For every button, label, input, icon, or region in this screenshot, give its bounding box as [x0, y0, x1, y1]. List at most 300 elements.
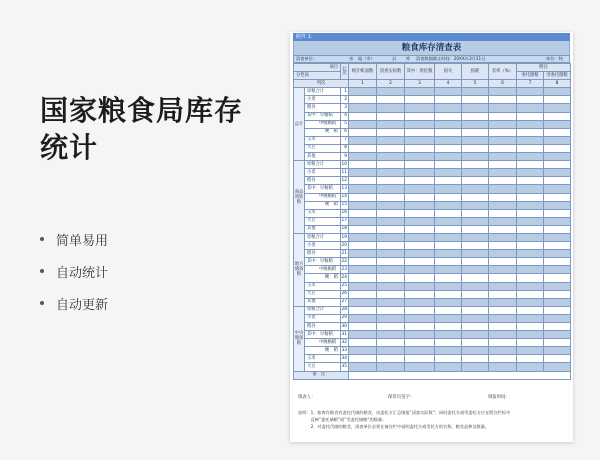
row-label: 大豆: [305, 144, 341, 152]
table-row: [294, 323, 571, 331]
value-cell[interactable]: [462, 209, 489, 217]
value-cell[interactable]: [517, 153, 544, 161]
value-cell[interactable]: [349, 314, 377, 322]
value-cell[interactable]: [462, 112, 489, 120]
value-cell[interactable]: [405, 136, 435, 144]
value-cell[interactable]: [544, 112, 571, 120]
value-cell[interactable]: [377, 144, 405, 152]
value-cell[interactable]: [462, 185, 489, 193]
value-cell[interactable]: [517, 242, 544, 250]
value-cell[interactable]: [544, 96, 571, 104]
value-cell[interactable]: [349, 274, 377, 282]
value-cell[interactable]: [462, 355, 489, 363]
value-cell[interactable]: [462, 323, 489, 331]
value-cell[interactable]: [489, 104, 517, 112]
value-cell[interactable]: [517, 314, 544, 322]
value-cell[interactable]: [377, 298, 405, 306]
value-cell[interactable]: [349, 225, 377, 233]
header-colno-row: [294, 80, 571, 88]
value-cell[interactable]: [489, 274, 517, 282]
value-cell[interactable]: [517, 282, 544, 290]
value-cell[interactable]: [435, 136, 462, 144]
row-number: 4: [341, 112, 349, 120]
value-cell[interactable]: [349, 250, 377, 258]
value-cell[interactable]: [405, 225, 435, 233]
value-cell[interactable]: [462, 233, 489, 241]
value-cell[interactable]: [349, 96, 377, 104]
value-cell[interactable]: [462, 282, 489, 290]
value-cell[interactable]: [544, 225, 571, 233]
header-row-no: 行次: [341, 64, 349, 80]
value-cell[interactable]: [489, 242, 517, 250]
value-cell[interactable]: [377, 355, 405, 363]
value-cell[interactable]: [405, 185, 435, 193]
value-cell[interactable]: [349, 185, 377, 193]
value-cell[interactable]: [462, 331, 489, 339]
value-cell[interactable]: [377, 323, 405, 331]
value-cell[interactable]: [349, 201, 377, 209]
value-cell[interactable]: [489, 347, 517, 355]
value-cell[interactable]: [462, 128, 489, 136]
value-cell[interactable]: [517, 339, 544, 347]
value-cell[interactable]: [489, 112, 517, 120]
table-row: [294, 282, 571, 290]
value-cell[interactable]: [377, 153, 405, 161]
value-cell[interactable]: [517, 112, 544, 120]
value-cell[interactable]: [489, 323, 517, 331]
value-cell[interactable]: [489, 363, 517, 371]
value-cell[interactable]: [544, 177, 571, 185]
value-cell[interactable]: [405, 104, 435, 112]
value-cell[interactable]: [517, 104, 544, 112]
col-number: 7: [517, 80, 544, 88]
value-cell[interactable]: [544, 290, 571, 298]
value-cell[interactable]: [349, 282, 377, 290]
value-cell[interactable]: [377, 136, 405, 144]
value-cell[interactable]: [489, 185, 517, 193]
value-cell[interactable]: [544, 233, 571, 241]
value-cell[interactable]: [405, 169, 435, 177]
value-cell[interactable]: [377, 347, 405, 355]
value-cell[interactable]: [517, 250, 544, 258]
value-cell[interactable]: [349, 258, 377, 266]
value-cell[interactable]: [435, 153, 462, 161]
value-cell[interactable]: [489, 225, 517, 233]
value-cell[interactable]: [462, 306, 489, 314]
value-cell[interactable]: [462, 363, 489, 371]
value-cell[interactable]: [489, 233, 517, 241]
value-cell[interactable]: [517, 331, 544, 339]
value-cell[interactable]: [377, 161, 405, 169]
value-cell[interactable]: [489, 282, 517, 290]
value-cell[interactable]: [405, 274, 435, 282]
value-cell[interactable]: [435, 112, 462, 120]
value-cell[interactable]: [377, 258, 405, 266]
value-cell[interactable]: [544, 331, 571, 339]
value-cell[interactable]: [435, 169, 462, 177]
value-cell[interactable]: [462, 153, 489, 161]
value-cell[interactable]: [349, 290, 377, 298]
value-cell[interactable]: [349, 153, 377, 161]
value-cell[interactable]: [349, 104, 377, 112]
value-cell[interactable]: [405, 258, 435, 266]
value-cell[interactable]: [544, 217, 571, 225]
value-cell[interactable]: [435, 258, 462, 266]
value-cell[interactable]: [405, 88, 435, 96]
value-cell[interactable]: [377, 314, 405, 322]
value-cell[interactable]: [349, 120, 377, 128]
value-cell[interactable]: [489, 193, 517, 201]
value-cell[interactable]: [405, 331, 435, 339]
value-cell[interactable]: [435, 339, 462, 347]
value-cell[interactable]: [377, 96, 405, 104]
value-cell[interactable]: [462, 274, 489, 282]
value-cell[interactable]: [377, 306, 405, 314]
value-cell[interactable]: [517, 233, 544, 241]
value-cell[interactable]: [435, 282, 462, 290]
value-cell[interactable]: [462, 314, 489, 322]
value-cell[interactable]: [405, 355, 435, 363]
value-cell[interactable]: [377, 112, 405, 120]
value-cell[interactable]: [544, 120, 571, 128]
value-cell[interactable]: [462, 339, 489, 347]
value-cell[interactable]: [517, 177, 544, 185]
value-cell[interactable]: [544, 201, 571, 209]
value-cell[interactable]: [435, 274, 462, 282]
value-cell[interactable]: [544, 314, 571, 322]
value-cell[interactable]: [349, 144, 377, 152]
value-cell[interactable]: [377, 120, 405, 128]
value-cell[interactable]: [517, 193, 544, 201]
value-cell[interactable]: [349, 323, 377, 331]
value-cell[interactable]: [405, 233, 435, 241]
value-cell[interactable]: [462, 250, 489, 258]
value-cell[interactable]: [405, 306, 435, 314]
value-cell[interactable]: [462, 96, 489, 104]
value-cell[interactable]: [544, 128, 571, 136]
value-cell[interactable]: [517, 363, 544, 371]
value-cell[interactable]: [517, 169, 544, 177]
value-cell[interactable]: [349, 339, 377, 347]
value-cell[interactable]: [377, 88, 405, 96]
value-cell[interactable]: [489, 266, 517, 274]
value-cell[interactable]: [405, 112, 435, 120]
value-cell[interactable]: [435, 185, 462, 193]
value-cell[interactable]: [435, 266, 462, 274]
value-cell[interactable]: [349, 233, 377, 241]
value-cell[interactable]: [544, 161, 571, 169]
value-cell[interactable]: [517, 258, 544, 266]
value-cell[interactable]: [377, 169, 405, 177]
row-number: 29: [341, 314, 349, 322]
value-cell[interactable]: [435, 355, 462, 363]
value-cell[interactable]: [349, 217, 377, 225]
value-cell[interactable]: [462, 347, 489, 355]
value-cell[interactable]: [462, 258, 489, 266]
value-cell[interactable]: [544, 250, 571, 258]
value-cell[interactable]: [377, 185, 405, 193]
value-cell[interactable]: [377, 177, 405, 185]
value-cell[interactable]: [544, 306, 571, 314]
value-cell[interactable]: [489, 88, 517, 96]
value-cell[interactable]: [405, 363, 435, 371]
value-cell[interactable]: [435, 290, 462, 298]
value-cell[interactable]: [544, 266, 571, 274]
row-label: 玉米: [305, 355, 341, 363]
value-cell[interactable]: [405, 161, 435, 169]
value-cell[interactable]: [435, 193, 462, 201]
value-cell[interactable]: [489, 209, 517, 217]
value-cell[interactable]: [544, 185, 571, 193]
value-cell[interactable]: [377, 104, 405, 112]
value-cell[interactable]: [435, 331, 462, 339]
value-cell[interactable]: [544, 209, 571, 217]
value-cell[interactable]: [462, 242, 489, 250]
value-cell[interactable]: [489, 314, 517, 322]
value-cell[interactable]: [489, 120, 517, 128]
value-cell[interactable]: [405, 323, 435, 331]
value-cell[interactable]: [435, 306, 462, 314]
value-cell[interactable]: [405, 282, 435, 290]
value-cell[interactable]: [405, 266, 435, 274]
value-cell[interactable]: [435, 88, 462, 96]
value-cell[interactable]: [544, 88, 571, 96]
value-cell[interactable]: [462, 298, 489, 306]
value-cell[interactable]: [349, 88, 377, 96]
value-cell[interactable]: [544, 347, 571, 355]
value-cell[interactable]: [462, 104, 489, 112]
value-cell[interactable]: [544, 274, 571, 282]
value-cell[interactable]: [405, 96, 435, 104]
value-cell[interactable]: [349, 193, 377, 201]
value-cell[interactable]: [462, 88, 489, 96]
value-cell[interactable]: [349, 177, 377, 185]
value-cell[interactable]: [405, 314, 435, 322]
value-cell[interactable]: [405, 153, 435, 161]
value-cell[interactable]: [517, 88, 544, 96]
value-cell[interactable]: [435, 347, 462, 355]
value-cell[interactable]: [377, 225, 405, 233]
value-cell[interactable]: [405, 193, 435, 201]
value-cell[interactable]: [435, 104, 462, 112]
value-cell[interactable]: [435, 96, 462, 104]
remark-cell[interactable]: [349, 371, 571, 379]
value-cell[interactable]: [517, 306, 544, 314]
value-cell[interactable]: [435, 250, 462, 258]
value-cell[interactable]: [544, 282, 571, 290]
value-cell[interactable]: [405, 128, 435, 136]
value-cell[interactable]: [489, 144, 517, 152]
table-row: [294, 193, 571, 201]
value-cell[interactable]: [517, 290, 544, 298]
value-cell[interactable]: [517, 161, 544, 169]
value-cell[interactable]: [405, 347, 435, 355]
value-cell[interactable]: [517, 347, 544, 355]
value-cell[interactable]: [405, 209, 435, 217]
value-cell[interactable]: [517, 96, 544, 104]
value-cell[interactable]: [517, 209, 544, 217]
value-cell[interactable]: [489, 298, 517, 306]
value-cell[interactable]: [349, 209, 377, 217]
value-cell[interactable]: [517, 323, 544, 331]
value-cell[interactable]: [489, 201, 517, 209]
row-label: 中晚籼稻: [305, 120, 341, 128]
value-cell[interactable]: [349, 363, 377, 371]
value-cell[interactable]: [349, 242, 377, 250]
value-cell[interactable]: [489, 290, 517, 298]
value-cell[interactable]: [349, 136, 377, 144]
value-cell[interactable]: [517, 355, 544, 363]
value-cell[interactable]: [489, 217, 517, 225]
value-cell[interactable]: [435, 217, 462, 225]
value-cell[interactable]: [435, 242, 462, 250]
value-cell[interactable]: [517, 128, 544, 136]
value-cell[interactable]: [377, 339, 405, 347]
value-cell[interactable]: [462, 266, 489, 274]
value-cell[interactable]: [462, 136, 489, 144]
value-cell[interactable]: [405, 144, 435, 152]
value-cell[interactable]: [489, 153, 517, 161]
value-cell[interactable]: [377, 331, 405, 339]
value-cell[interactable]: [544, 339, 571, 347]
value-cell[interactable]: [377, 266, 405, 274]
value-cell[interactable]: [435, 201, 462, 209]
value-cell[interactable]: [349, 266, 377, 274]
value-cell[interactable]: [405, 290, 435, 298]
value-cell[interactable]: [517, 120, 544, 128]
value-cell[interactable]: [544, 355, 571, 363]
table-row: [294, 153, 571, 161]
value-cell[interactable]: [377, 201, 405, 209]
value-cell[interactable]: [544, 242, 571, 250]
value-cell[interactable]: [544, 258, 571, 266]
value-cell[interactable]: [377, 193, 405, 201]
value-cell[interactable]: [544, 298, 571, 306]
value-cell[interactable]: [489, 177, 517, 185]
value-cell[interactable]: [435, 161, 462, 169]
value-cell[interactable]: [489, 161, 517, 169]
value-cell[interactable]: [489, 339, 517, 347]
value-cell[interactable]: [349, 331, 377, 339]
value-cell[interactable]: [462, 169, 489, 177]
value-cell[interactable]: [405, 120, 435, 128]
value-cell[interactable]: [544, 193, 571, 201]
value-cell[interactable]: [489, 169, 517, 177]
value-cell[interactable]: [349, 112, 377, 120]
value-cell[interactable]: [405, 298, 435, 306]
value-cell[interactable]: [462, 217, 489, 225]
value-cell[interactable]: [517, 136, 544, 144]
value-cell[interactable]: [517, 217, 544, 225]
value-cell[interactable]: [544, 323, 571, 331]
row-label: 原粮合计: [305, 88, 341, 96]
value-cell[interactable]: [435, 298, 462, 306]
value-cell[interactable]: [435, 314, 462, 322]
value-cell[interactable]: [435, 323, 462, 331]
value-cell[interactable]: [405, 242, 435, 250]
value-cell[interactable]: [349, 298, 377, 306]
value-cell[interactable]: [435, 225, 462, 233]
value-cell[interactable]: [462, 120, 489, 128]
value-cell[interactable]: [489, 136, 517, 144]
value-cell[interactable]: [517, 225, 544, 233]
hero: [40, 92, 280, 166]
row-label: 玉米: [305, 282, 341, 290]
value-cell[interactable]: [377, 290, 405, 298]
value-cell[interactable]: [462, 193, 489, 201]
value-cell[interactable]: [517, 201, 544, 209]
row-number: 11: [341, 169, 349, 177]
value-cell[interactable]: [462, 144, 489, 152]
table-row: [294, 298, 571, 306]
value-cell[interactable]: [349, 161, 377, 169]
value-cell[interactable]: [349, 355, 377, 363]
value-cell[interactable]: [377, 209, 405, 217]
value-cell[interactable]: [435, 128, 462, 136]
value-cell[interactable]: [489, 306, 517, 314]
value-cell[interactable]: [489, 258, 517, 266]
value-cell[interactable]: [489, 128, 517, 136]
value-cell[interactable]: [462, 161, 489, 169]
row-number: 26: [341, 290, 349, 298]
value-cell[interactable]: [517, 144, 544, 152]
value-cell[interactable]: [435, 144, 462, 152]
value-cell[interactable]: [489, 355, 517, 363]
value-cell[interactable]: [349, 347, 377, 355]
value-cell[interactable]: [544, 363, 571, 371]
value-cell[interactable]: [544, 104, 571, 112]
value-cell[interactable]: [349, 306, 377, 314]
value-cell[interactable]: [405, 339, 435, 347]
value-cell[interactable]: [544, 144, 571, 152]
value-cell[interactable]: [377, 242, 405, 250]
value-cell[interactable]: [462, 225, 489, 233]
value-cell[interactable]: [489, 96, 517, 104]
value-cell[interactable]: [544, 153, 571, 161]
value-cell[interactable]: [377, 128, 405, 136]
value-cell[interactable]: [517, 185, 544, 193]
value-cell[interactable]: [517, 274, 544, 282]
value-cell[interactable]: [435, 177, 462, 185]
value-cell[interactable]: [517, 266, 544, 274]
value-cell[interactable]: [489, 331, 517, 339]
value-cell[interactable]: [405, 177, 435, 185]
unit-label: 清查单位:: [296, 56, 315, 61]
value-cell[interactable]: [462, 290, 489, 298]
value-cell[interactable]: [517, 298, 544, 306]
value-cell[interactable]: [435, 363, 462, 371]
value-cell[interactable]: [435, 233, 462, 241]
value-cell[interactable]: [405, 250, 435, 258]
value-cell[interactable]: [405, 201, 435, 209]
value-cell[interactable]: [349, 169, 377, 177]
value-cell[interactable]: [377, 282, 405, 290]
value-cell[interactable]: [405, 217, 435, 225]
value-cell[interactable]: [435, 209, 462, 217]
value-cell[interactable]: [377, 250, 405, 258]
value-cell[interactable]: [377, 233, 405, 241]
value-cell[interactable]: [377, 363, 405, 371]
value-cell[interactable]: [462, 201, 489, 209]
value-cell[interactable]: [544, 169, 571, 177]
value-cell[interactable]: [435, 120, 462, 128]
value-cell[interactable]: [349, 128, 377, 136]
value-cell[interactable]: [489, 250, 517, 258]
value-cell[interactable]: [377, 274, 405, 282]
value-cell[interactable]: [544, 136, 571, 144]
value-cell[interactable]: [462, 177, 489, 185]
value-cell[interactable]: [377, 217, 405, 225]
